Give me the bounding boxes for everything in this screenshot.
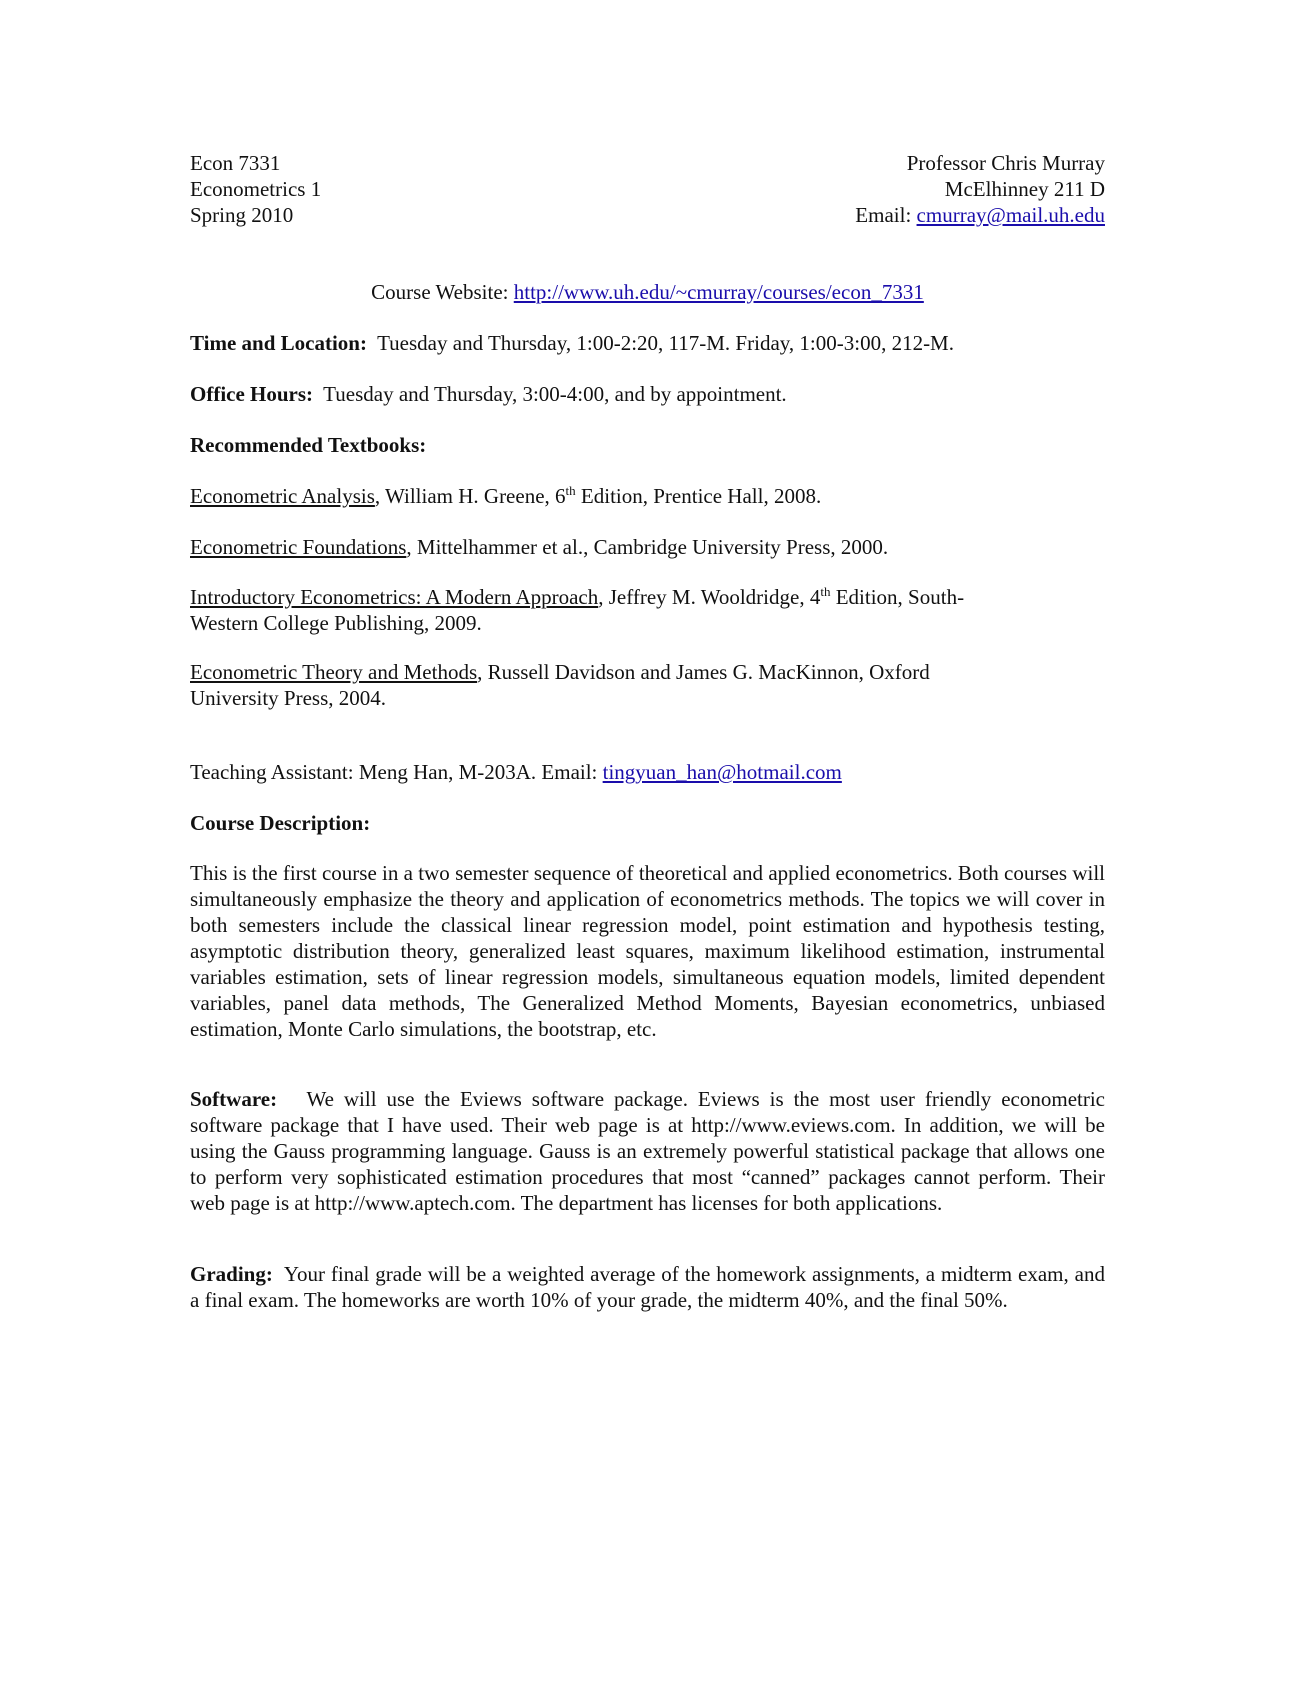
textbook-details-cont: Edition, South-Western College Publishing, 2009. [190, 585, 965, 635]
ta-email-link[interactable]: tingyuan_han@hotmail.com [602, 760, 842, 784]
course-description [190, 860, 1105, 1042]
ordinal-suffix: th [565, 483, 576, 498]
description-heading-text: Course Description: [190, 811, 371, 835]
office-location: McElhinney 211 D [944, 177, 1105, 201]
office-hours-label: Office Hours: [190, 382, 314, 406]
textbook-details-cont: Edition, Prentice Hall, 2008. [575, 484, 822, 508]
textbook-details: , Russell Davidson and James G. MacKinnon, Oxford University Press, 2004. [190, 660, 930, 710]
course-info [190, 150, 321, 228]
textbook-title: Econometric Analysis [190, 484, 375, 508]
time-location [190, 330, 1105, 356]
textbook-details: , Jeffrey M. Wooldridge, 4 [598, 585, 821, 609]
professor-name: Professor Chris Murray [906, 151, 1105, 175]
course-name: Econometrics 1 [190, 177, 322, 201]
ordinal-suffix: th [820, 584, 831, 599]
software-label: Software: [190, 1087, 278, 1111]
textbook-details: , William H. Greene, 6 [374, 484, 566, 508]
software-section [190, 1086, 1105, 1216]
course-term: Spring 2010 [190, 203, 294, 227]
textbook-title: Introductory Econometrics: A Modern Approach [190, 585, 599, 609]
office-hours-text: Tuesday and Thursday, 3:00-4:00, and by appointment. [323, 382, 787, 406]
textbook-item [190, 534, 1105, 560]
email-label: Email: [855, 203, 912, 227]
textbook-item [190, 659, 1000, 711]
course-number: Econ 7331 [190, 151, 281, 175]
course-website-link[interactable]: http://www.uh.edu/~cmurray/courses/econ_7331 [513, 280, 924, 304]
textbook-item [190, 483, 1105, 509]
textbooks-heading [190, 432, 1105, 458]
grading-section [190, 1261, 1105, 1313]
instructor-info [855, 150, 1105, 228]
course-website-line [190, 279, 1105, 305]
textbook-title: Econometric Foundations [190, 535, 407, 559]
grading-label: Grading: [190, 1262, 273, 1286]
description-text: This is the first course in a two semester sequence of theoretical and applied econometrics. Both courses will simultaneously emphasize the theory and application of econometrics methods. The topics we will cover in both semesters include the classical linear regression model, point estimation and hypothesis testing, asymptotic distribution theory, generalized least squares, maximum likelihood estimation, instrumental variables estimation, sets of linear regression models, simultaneous equation models, limited dependent variables, panel data methods, The Generalized Method Moments, Bayesian econometrics, unbiased estimation, Monte Carlo simulations, the bootstrap, etc. [190, 861, 1105, 1041]
office-hours [190, 381, 1105, 407]
website-label: Course Website: [371, 280, 509, 304]
time-location-label: Time and Location: [190, 331, 367, 355]
ta-text: Teaching Assistant: Meng Han, M-203A. Email: [190, 760, 598, 784]
instructor-email-link[interactable]: cmurray@mail.uh.edu [916, 203, 1105, 227]
textbook-details: , Mittelhammer et al., Cambridge University Press, 2000. [406, 535, 889, 559]
software-text: We will use the Eviews software package. Eviews is the most user friendly econometric software package that I have used. Their web page is at http://www.eviews.com. In addition, we will be using the Gauss programming language. Gauss is an extremely powerful statistical package that allows one to perform very sophisticated estimation procedures that most “canned” packages cannot perform. Their web page is at http://www.aptech.com. The department has licenses for both applications. [190, 1087, 1106, 1215]
grading-text: Your final grade will be a weighted average of the homework assignments, a midterm exam, and a final exam. The homeworks are worth 10% of your grade, the midterm 40%, and the final 50%. [190, 1262, 1105, 1312]
instructor-email-line [855, 202, 1105, 228]
textbook-title: Econometric Theory and Methods [190, 660, 478, 684]
teaching-assistant [190, 759, 1105, 785]
time-location-text: Tuesday and Thursday, 1:00-2:20, 117-M. Friday, 1:00-3:00, 212-M. [377, 331, 954, 355]
textbook-item [190, 584, 1020, 636]
description-heading [190, 810, 1105, 836]
textbooks-heading-text: Recommended Textbooks: [190, 433, 427, 457]
